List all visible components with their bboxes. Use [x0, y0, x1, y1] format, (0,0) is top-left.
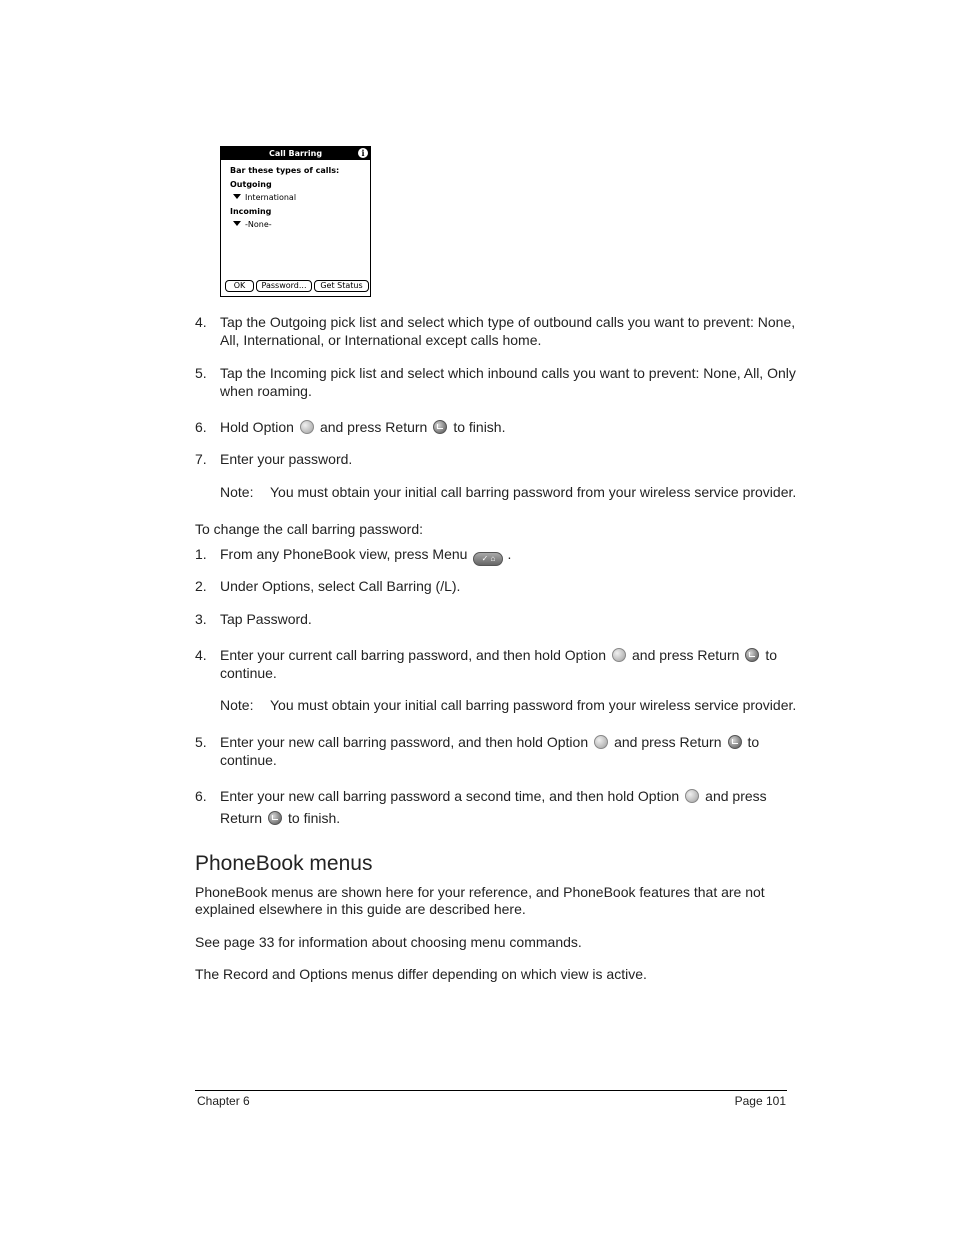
note-text: You must obtain your initial call barring password from your wireless service provider. [270, 697, 797, 713]
step-text: Enter your password. [220, 451, 353, 467]
return-key-icon [728, 735, 742, 749]
incoming-picklist[interactable] [233, 220, 272, 230]
step-number: 5. [195, 734, 207, 750]
option-key-icon [685, 789, 699, 803]
footer-chapter: Chapter 6 [197, 1094, 250, 1108]
step-text: continue. [220, 665, 277, 681]
note-text: You must obtain your initial call barring password from your wireless service provider. [270, 484, 797, 500]
step-number: 6. [195, 419, 207, 435]
step-text: From any PhoneBook view, press Menu ✓ ⌂ . [220, 545, 511, 566]
outgoing-value: International [245, 193, 297, 202]
step-text: continue. [220, 752, 277, 768]
paragraph-line: The Record and Options menus differ depending on which view is active. [195, 966, 647, 982]
paragraph-line: explained elsewhere in this guide are described here. [195, 901, 526, 917]
step-text: Enter your current call barring password, and then hold Option and press Return to [220, 647, 778, 663]
option-key-icon [594, 735, 608, 749]
step-number: 5. [195, 365, 207, 381]
bar-label: Bar these types of calls: [230, 166, 340, 175]
note-label: Note: [220, 484, 254, 500]
device-title-bar [221, 147, 370, 160]
ok-button[interactable]: OK [225, 280, 254, 292]
incoming-value: -None- [245, 220, 272, 229]
section-title: PhoneBook menus [195, 852, 373, 875]
menu-key-icon: ✓ ⌂ [473, 552, 503, 566]
option-key-icon [612, 648, 626, 662]
step-text: Return to finish. [220, 810, 341, 826]
step-text: Hold Option and press Return to finish. [220, 419, 506, 435]
get-status-button[interactable]: Get Status [314, 280, 369, 292]
dropdown-arrow-icon [233, 194, 241, 199]
footer-divider [195, 1090, 787, 1091]
step-text: Enter your new call barring password a second time, and then hold Option and press [220, 788, 767, 804]
note-label: Note: [220, 697, 254, 713]
step-number: 4. [195, 314, 207, 330]
step-number: 2. [195, 578, 207, 594]
paragraph-line: See page 33 for information about choosing menu commands. [195, 934, 582, 950]
dropdown-arrow-icon [233, 221, 241, 226]
info-icon[interactable]: i [358, 148, 368, 158]
call-barring-screenshot [220, 146, 371, 297]
paragraph-line: PhoneBook menus are shown here for your reference, and PhoneBook features that are not [195, 884, 765, 900]
step-text: All, International, or International except calls home. [220, 332, 542, 348]
step-text: Tap Password. [220, 611, 312, 627]
step-text: Enter your new call barring password, and then hold Option and press Return to [220, 734, 760, 750]
outgoing-picklist[interactable] [233, 193, 296, 203]
step-text: Tap the Incoming pick list and select which inbound calls you want to prevent: None, All, Only [220, 365, 796, 381]
step-number: 6. [195, 788, 207, 804]
return-key-icon [745, 648, 759, 662]
step-text: Under Options, select Call Barring (/L). [220, 578, 461, 594]
return-key-icon [268, 811, 282, 825]
incoming-label: Incoming [230, 207, 272, 216]
step-text: when roaming. [220, 383, 312, 399]
step-number: 1. [195, 546, 207, 562]
option-key-icon [300, 420, 314, 434]
step-text: Tap the Outgoing pick list and select which type of outbound calls you want to prevent: None, [220, 314, 796, 330]
return-key-icon [433, 420, 447, 434]
footer-page: Page 101 [734, 1094, 786, 1108]
step-number: 7. [195, 451, 207, 467]
step-number: 3. [195, 611, 207, 627]
subheading: To change the call barring password: [195, 521, 424, 537]
step-number: 4. [195, 647, 207, 663]
device-title: Call Barring [268, 149, 323, 158]
outgoing-label: Outgoing [230, 180, 272, 189]
password-button[interactable]: Password... [256, 280, 312, 292]
